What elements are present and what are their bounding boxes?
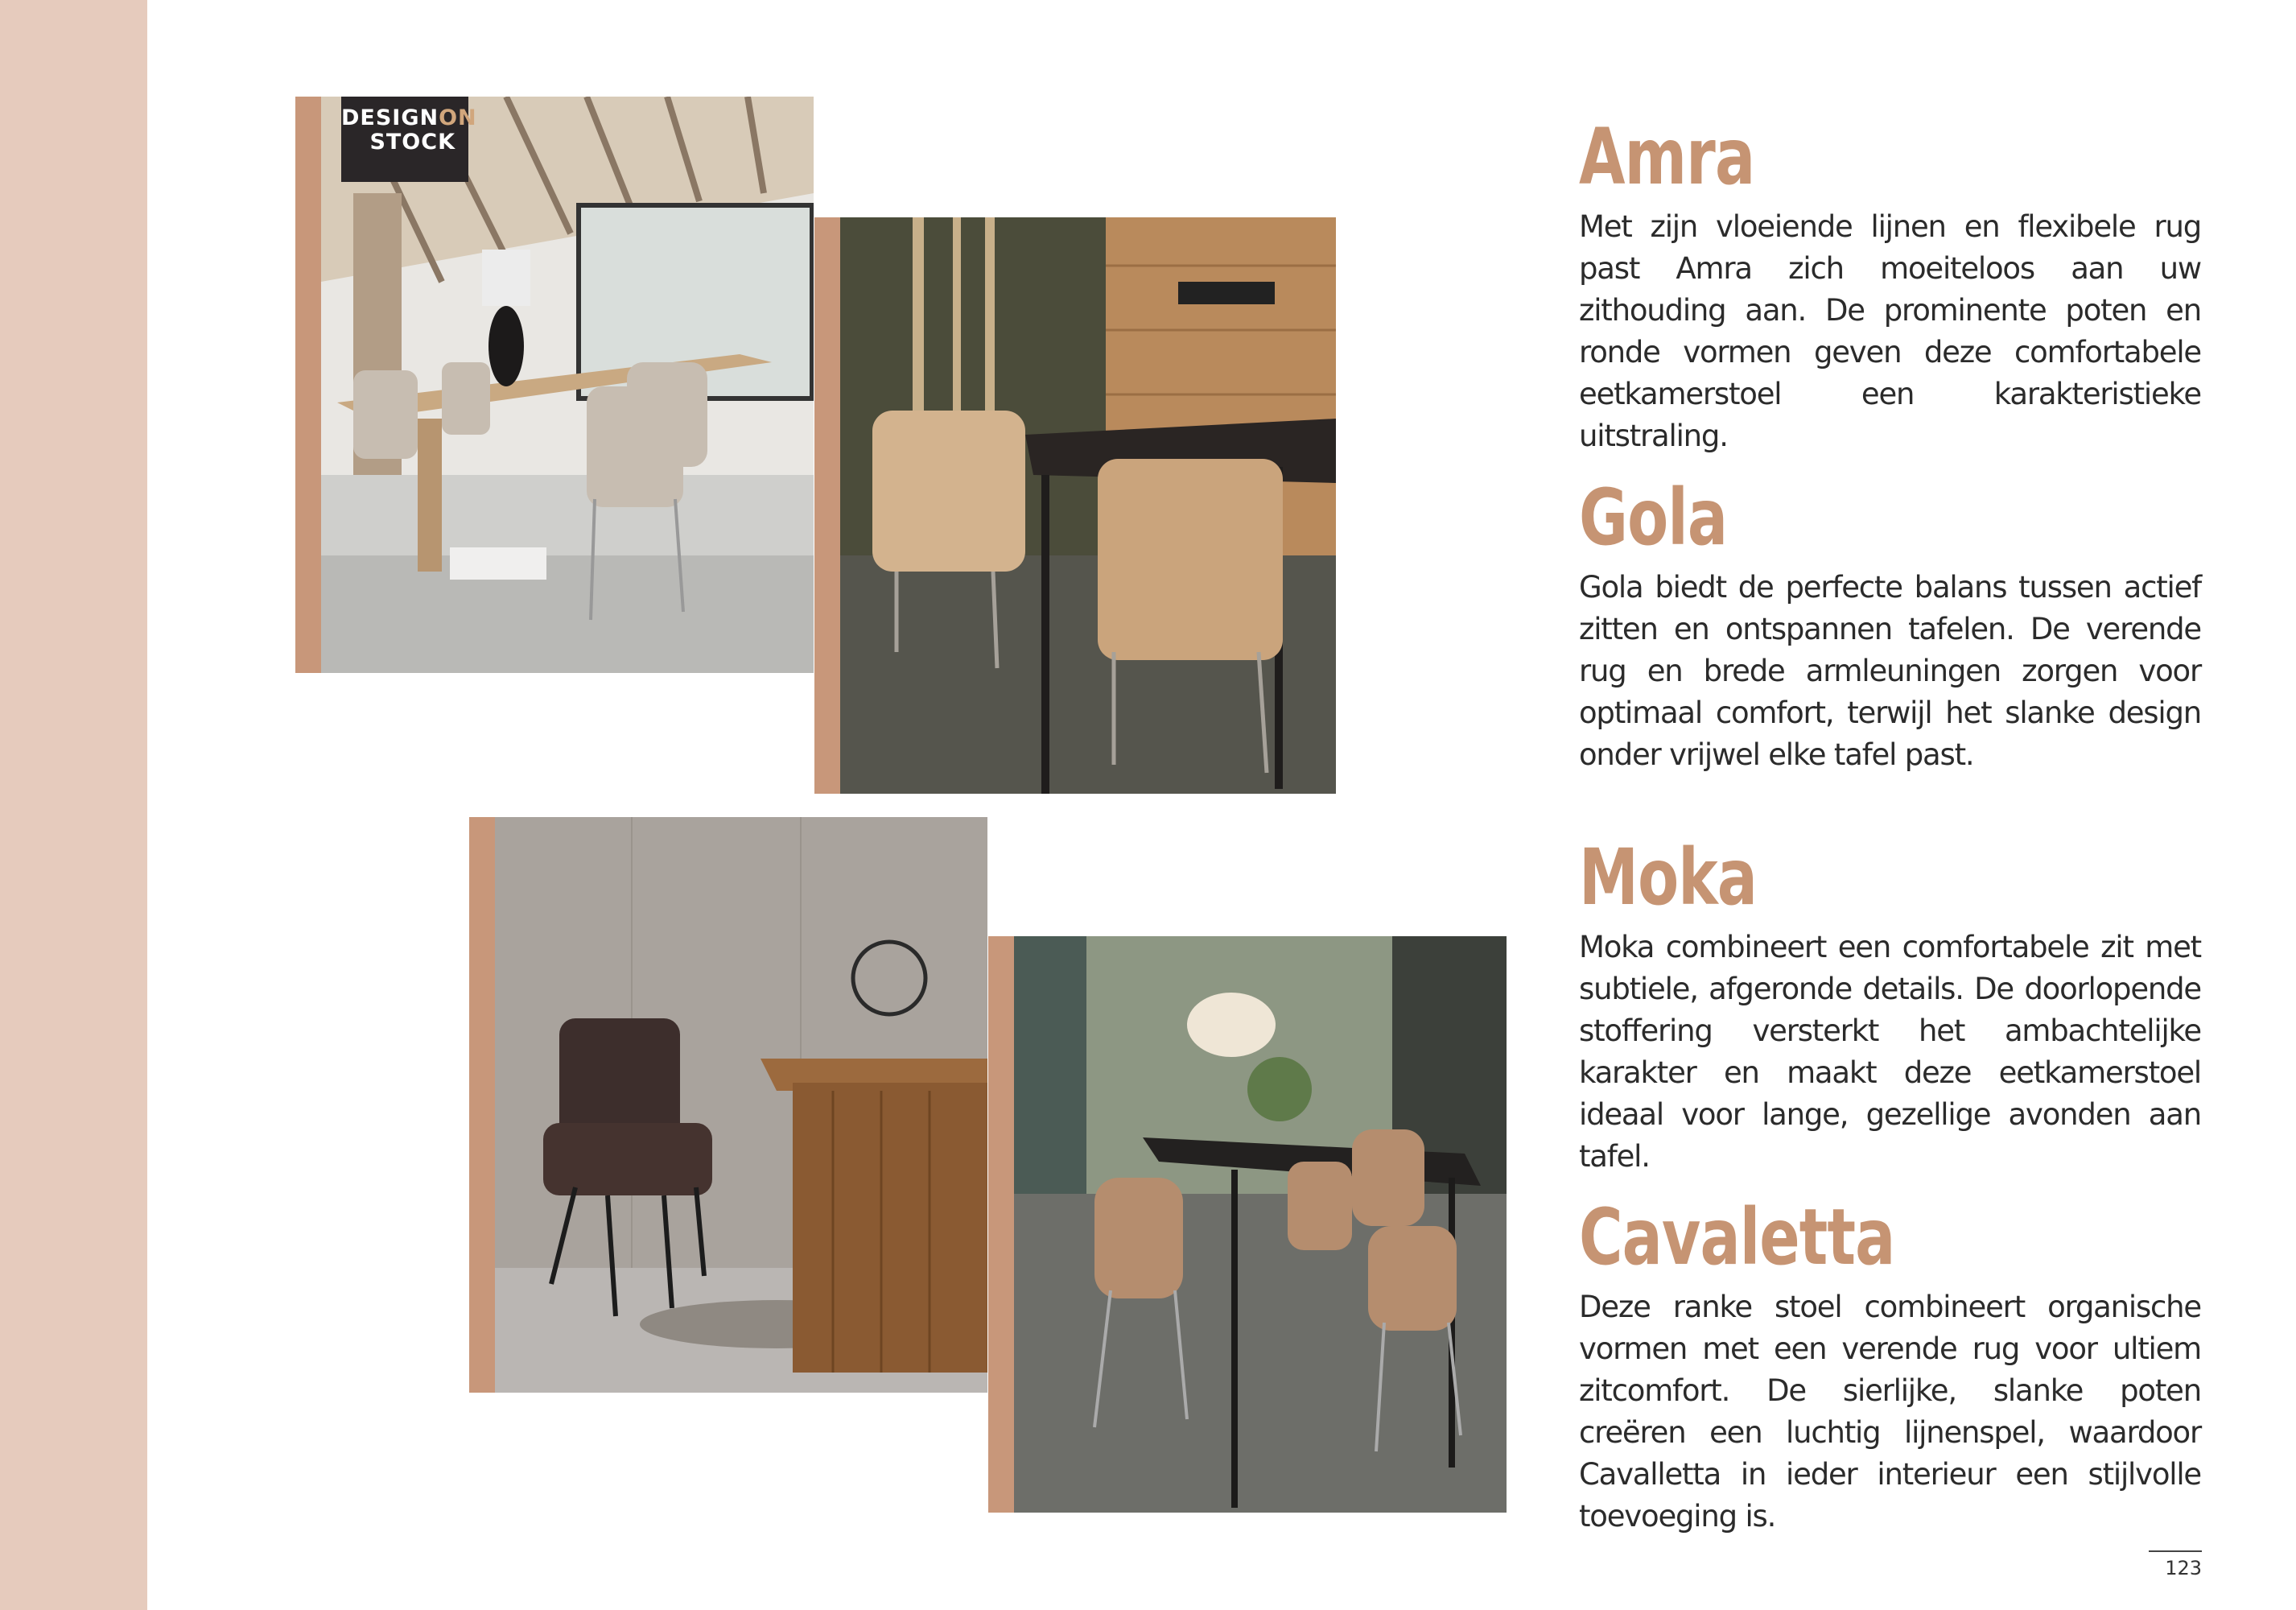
side-strip [0,0,147,1610]
product-title: Gola [1579,473,1728,563]
product-moka [1579,833,2201,1178]
brand-logo [341,97,477,182]
product-amra [1579,113,2201,457]
photo-accent-bar [814,217,840,794]
product-description: Met zijn vloeiende lijnen en flexibele rug past Amra zich moeiteloos aan uw zithouding aan. De prominente poten en ronde vormen geven deze comfortabele eetkamerstoel een karakteristieke uitstraling. [1579,209,2201,453]
page-number: 123 [2149,1550,2202,1579]
product-title: Cavaletta [1579,1192,1895,1282]
product-cavaletta [1579,1193,2201,1538]
product-description: Deze ranke stoel combineert organische vormen met een verende rug voor ultiem zitcomfort. De sierlijke, slanke poten creëren een luchtig lijnenspel, waardoor Cavalletta in ieder interieur een stijlvolle toevoeging is. [1579,1290,2201,1534]
product-gola [1579,473,2201,776]
amra-photo [321,97,814,673]
photo-accent-bar [469,817,495,1393]
photo-accent-bar [295,97,321,673]
product-title: Amra [1579,112,1755,202]
logo-on-text: ON [439,105,477,130]
moka-photo [495,817,987,1393]
cavaletta-photo [1014,936,1507,1513]
logo-design-text: DESIGN [341,105,439,130]
photo-accent-bar [988,936,1014,1513]
logo-stock-text: STOCK [369,130,455,155]
product-description: Gola biedt de perfecte balans tussen actief zitten en ontspannen tafelen. De verende rug en brede armleuningen zorgen voor optimaal comfort, terwijl het slanke design onder vrijwel elke tafel past. [1579,570,2201,772]
product-title: Moka [1579,832,1758,923]
gola-photo [840,217,1336,794]
product-description: Moka combineert een comfortabele zit met subtiele, afgeronde details. De doorlopende stoffering versterkt het ambachtelijke karakter en maakt deze eetkamerstoel ideaal voor lange, gezellige avonden aan tafel. [1579,930,2201,1174]
